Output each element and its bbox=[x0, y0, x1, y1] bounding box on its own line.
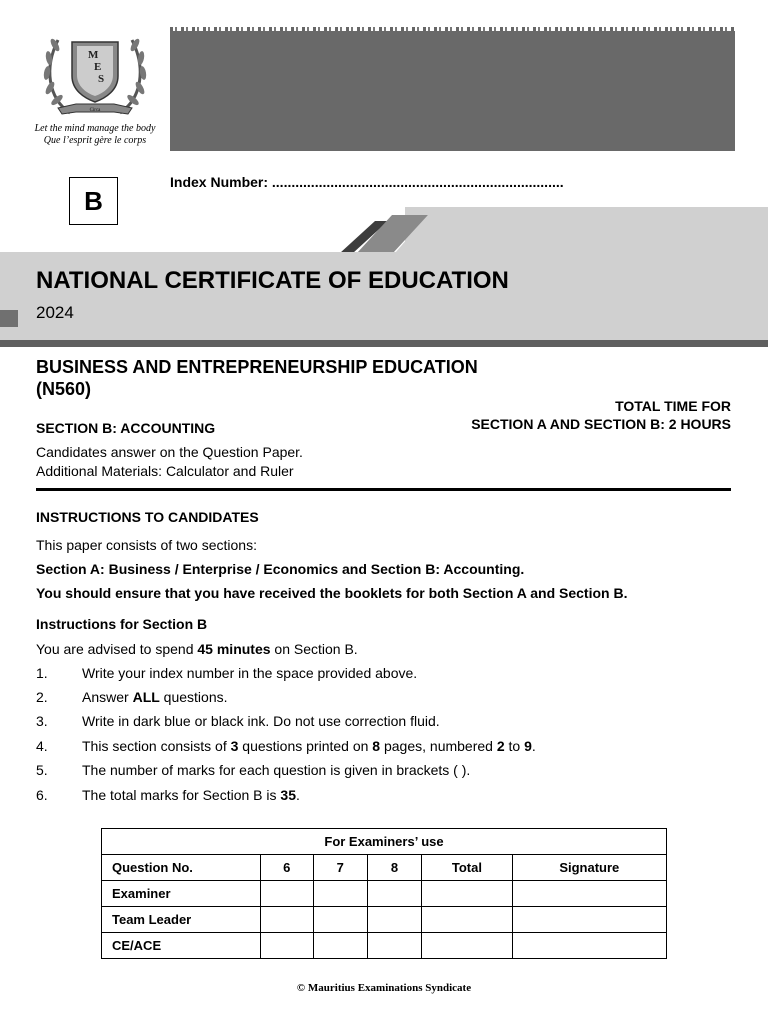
instructions-heading: INSTRUCTIONS TO CANDIDATES bbox=[36, 509, 259, 525]
examiners-mark-cell[interactable] bbox=[512, 881, 666, 907]
instruction-text-part: This section consists of bbox=[82, 738, 231, 754]
logo-letter-m: M bbox=[88, 49, 99, 61]
examiners-table-header-cell: 8 bbox=[367, 855, 422, 881]
index-number-field: Index Number: ........................................................................... bbox=[170, 174, 564, 190]
examiners-mark-cell[interactable] bbox=[260, 907, 313, 933]
instruction-text-part: . bbox=[531, 738, 536, 754]
paper-version-box: B bbox=[69, 177, 118, 225]
instruction-text-part: 9 bbox=[524, 738, 532, 754]
section-b-heading: Instructions for Section B bbox=[36, 616, 208, 632]
section-label: SECTION B: ACCOUNTING bbox=[36, 420, 216, 436]
ensure-line: You should ensure that you have received the booklets for both Section A and Section B. bbox=[36, 585, 628, 601]
subject-title bbox=[36, 356, 478, 400]
instruction-text-part: The total marks for Section B is bbox=[82, 787, 281, 803]
header-band bbox=[0, 252, 768, 340]
instruction-text-part: Answer bbox=[82, 689, 133, 705]
instruction-number: 1. bbox=[36, 665, 48, 681]
examiners-mark-cell[interactable] bbox=[260, 933, 313, 959]
examiners-row-label: Team Leader bbox=[102, 907, 261, 933]
examiners-mark-cell[interactable] bbox=[367, 907, 422, 933]
examiners-mark-cell[interactable] bbox=[313, 881, 367, 907]
examiners-mark-cell[interactable] bbox=[512, 933, 666, 959]
motto-french: Que l’esprit gère le corps bbox=[43, 135, 147, 146]
advise-post: on Section B. bbox=[270, 641, 358, 657]
instructions-intro: This paper consists of two sections: bbox=[36, 537, 257, 553]
examiners-table-header-cell: Total bbox=[422, 855, 512, 881]
examiners-table-title: For Examiners’ use bbox=[102, 829, 667, 855]
instruction-text-part: 3 bbox=[230, 738, 239, 754]
candidate-label-box bbox=[170, 31, 735, 151]
instruction-number: 6. bbox=[36, 787, 48, 803]
total-time-value: SECTION A AND SECTION B: 2 HOURS bbox=[471, 416, 731, 432]
instruction-text bbox=[82, 738, 536, 754]
header-band-rule bbox=[0, 340, 768, 347]
examiners-table-row bbox=[102, 933, 667, 959]
examiners-table-header bbox=[102, 855, 667, 881]
header-band-stripes bbox=[330, 207, 440, 253]
instruction-text-part: 8 bbox=[372, 738, 381, 754]
motto-english: Let the mind manage the body bbox=[34, 123, 156, 134]
instruction-text-part: questions. bbox=[159, 689, 228, 705]
advise-line bbox=[36, 641, 358, 657]
logo-banner-text: Circa bbox=[89, 108, 101, 113]
examiners-mark-cell[interactable] bbox=[313, 907, 367, 933]
instruction-text-part: Write your index number in the space provided above. bbox=[82, 665, 418, 681]
examiners-table-header-cell: Signature bbox=[512, 855, 666, 881]
header-band-tab bbox=[0, 310, 18, 327]
subject-name: BUSINESS AND ENTREPRENEURSHIP EDUCATION bbox=[36, 357, 478, 377]
instruction-number: 2. bbox=[36, 689, 48, 705]
materials-note: Additional Materials: Calculator and Ruler bbox=[36, 463, 294, 479]
instruction-text-part: to bbox=[504, 738, 525, 754]
examiners-table-header-cell: Question No. bbox=[102, 855, 261, 881]
instruction-text-part: pages, numbered bbox=[380, 738, 497, 754]
instruction-text-part: Write in dark blue or black ink. Do not use correction fluid. bbox=[82, 713, 440, 729]
examiners-mark-cell[interactable] bbox=[422, 933, 512, 959]
examiners-mark-cell[interactable] bbox=[512, 907, 666, 933]
total-time-label: TOTAL TIME FOR bbox=[615, 398, 731, 414]
instruction-text-part: The number of marks for each question is given in brackets ( ). bbox=[82, 762, 471, 778]
examiners-mark-cell[interactable] bbox=[313, 933, 367, 959]
instruction-text-part: . bbox=[295, 787, 300, 803]
exam-year: 2024 bbox=[36, 303, 74, 322]
mes-logo bbox=[40, 28, 150, 123]
sections-line: Section A: Business / Enterprise / Economics and Section B: Accounting. bbox=[36, 561, 525, 577]
copyright-footer: © Mauritius Examinations Syndicate bbox=[296, 982, 472, 994]
instruction-text-part: ALL bbox=[132, 689, 160, 705]
instruction-text-part: questions printed on bbox=[238, 738, 373, 754]
instruction-text bbox=[82, 787, 300, 803]
divider-rule bbox=[36, 488, 731, 491]
examiners-table-row bbox=[102, 881, 667, 907]
examiners-table-header-cell: 7 bbox=[313, 855, 367, 881]
examiners-table bbox=[101, 828, 667, 959]
examiners-table-row bbox=[102, 907, 667, 933]
examiners-mark-cell[interactable] bbox=[422, 881, 512, 907]
advise-duration: 45 minutes bbox=[197, 641, 271, 657]
instruction-number: 3. bbox=[36, 713, 48, 729]
answer-note: Candidates answer on the Question Paper. bbox=[36, 444, 303, 460]
examiners-row-label: CE/ACE bbox=[102, 933, 261, 959]
logo-letter-e: E bbox=[94, 61, 102, 73]
advise-pre: You are advised to spend bbox=[36, 641, 198, 657]
instruction-text bbox=[82, 665, 417, 681]
examiners-row-label: Examiner bbox=[102, 881, 261, 907]
header-band-upper bbox=[405, 207, 768, 253]
instruction-text bbox=[82, 713, 440, 729]
examiners-mark-cell[interactable] bbox=[367, 933, 422, 959]
instruction-number: 4. bbox=[36, 738, 48, 754]
instruction-text-part: 35 bbox=[280, 787, 296, 803]
instruction-text bbox=[82, 762, 470, 778]
instruction-text-part: 2 bbox=[496, 738, 505, 754]
examiners-table-header-cell: 6 bbox=[260, 855, 313, 881]
instruction-number: 5. bbox=[36, 762, 48, 778]
examiners-mark-cell[interactable] bbox=[367, 881, 422, 907]
examiners-mark-cell[interactable] bbox=[422, 907, 512, 933]
exam-title: NATIONAL CERTIFICATE OF EDUCATION bbox=[36, 267, 509, 294]
subject-code: (N560) bbox=[36, 379, 92, 399]
instruction-text bbox=[82, 689, 228, 705]
examiners-mark-cell[interactable] bbox=[260, 881, 313, 907]
logo-letter-s: S bbox=[98, 73, 105, 85]
